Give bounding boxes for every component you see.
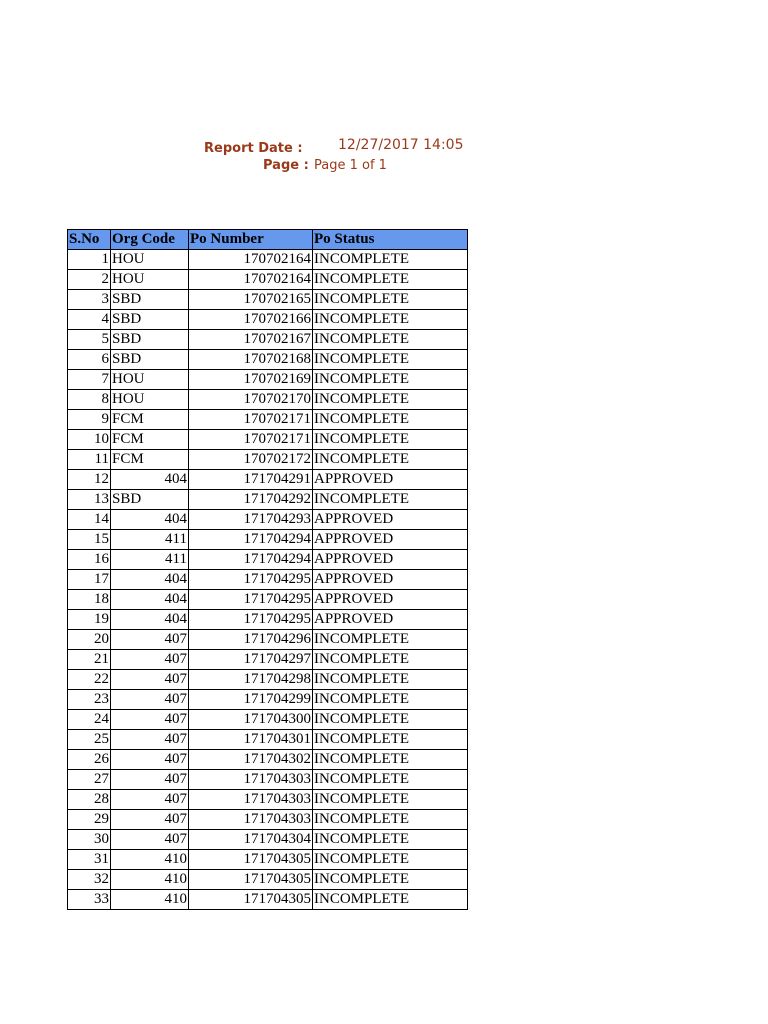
table-row (68, 570, 468, 590)
po-status-cell: APPROVED (313, 510, 468, 530)
po-number-cell: 171704302 (189, 750, 313, 770)
sno-cell: 5 (68, 330, 111, 350)
column-header-sno: S.No (68, 230, 111, 250)
po-status-cell: INCOMPLETE (313, 650, 468, 670)
po-status-cell: INCOMPLETE (313, 330, 468, 350)
sno-cell: 29 (68, 810, 111, 830)
table-row (68, 830, 468, 850)
org-code-cell: HOU (111, 270, 189, 290)
po-status-cell: APPROVED (313, 550, 468, 570)
table-row (68, 890, 468, 910)
column-header-org-code: Org Code (111, 230, 189, 250)
po-status-cell: INCOMPLETE (313, 850, 468, 870)
page-label: Page : (263, 158, 309, 173)
table-row (68, 630, 468, 650)
table-row (68, 690, 468, 710)
sno-cell: 15 (68, 530, 111, 550)
org-code-cell: SBD (111, 290, 189, 310)
org-code-cell: 404 (111, 470, 189, 490)
org-code-cell: FCM (111, 410, 189, 430)
po-number-cell: 171704304 (189, 830, 313, 850)
table-body (68, 250, 468, 910)
po-status-cell: INCOMPLETE (313, 450, 468, 470)
po-status-cell: INCOMPLETE (313, 730, 468, 750)
po-number-cell: 171704293 (189, 510, 313, 530)
po-status-cell: INCOMPLETE (313, 690, 468, 710)
sno-cell: 6 (68, 350, 111, 370)
org-code-cell: 404 (111, 610, 189, 630)
po-number-cell: 170702165 (189, 290, 313, 310)
po-status-cell: INCOMPLETE (313, 290, 468, 310)
sno-cell: 12 (68, 470, 111, 490)
po-status-cell: INCOMPLETE (313, 350, 468, 370)
org-code-cell: HOU (111, 250, 189, 270)
org-code-cell: SBD (111, 350, 189, 370)
po-number-cell: 171704303 (189, 810, 313, 830)
po-number-cell: 171704303 (189, 790, 313, 810)
sno-cell: 24 (68, 710, 111, 730)
po-number-cell: 170702164 (189, 250, 313, 270)
org-code-cell: 407 (111, 730, 189, 750)
table-row (68, 850, 468, 870)
po-number-cell: 171704295 (189, 590, 313, 610)
po-number-cell: 171704300 (189, 710, 313, 730)
org-code-cell: 407 (111, 830, 189, 850)
po-number-cell: 170702168 (189, 350, 313, 370)
po-status-cell: INCOMPLETE (313, 370, 468, 390)
po-status-cell: INCOMPLETE (313, 790, 468, 810)
sno-cell: 19 (68, 610, 111, 630)
org-code-cell: 407 (111, 750, 189, 770)
po-status-cell: INCOMPLETE (313, 750, 468, 770)
org-code-cell: FCM (111, 450, 189, 470)
po-number-cell: 171704296 (189, 630, 313, 650)
po-number-cell: 171704305 (189, 850, 313, 870)
org-code-cell: SBD (111, 330, 189, 350)
sno-cell: 22 (68, 670, 111, 690)
org-code-cell: 410 (111, 850, 189, 870)
sno-cell: 10 (68, 430, 111, 450)
po-status-cell: INCOMPLETE (313, 810, 468, 830)
org-code-cell: 407 (111, 690, 189, 710)
po-status-cell: APPROVED (313, 530, 468, 550)
table-row (68, 810, 468, 830)
org-code-cell: 407 (111, 670, 189, 690)
po-status-cell: INCOMPLETE (313, 250, 468, 270)
sno-cell: 32 (68, 870, 111, 890)
po-number-cell: 170702172 (189, 450, 313, 470)
po-status-cell: INCOMPLETE (313, 490, 468, 510)
table-row (68, 270, 468, 290)
po-number-cell: 170702169 (189, 370, 313, 390)
org-code-cell: 407 (111, 650, 189, 670)
page-number: Page 1 of 1 (314, 158, 387, 173)
org-code-cell: 407 (111, 710, 189, 730)
po-number-cell: 171704292 (189, 490, 313, 510)
table-row (68, 470, 468, 490)
po-number-cell: 171704291 (189, 470, 313, 490)
po-status-cell: INCOMPLETE (313, 630, 468, 650)
po-number-cell: 170702171 (189, 430, 313, 450)
sno-cell: 20 (68, 630, 111, 650)
sno-cell: 9 (68, 410, 111, 430)
sno-cell: 8 (68, 390, 111, 410)
sno-cell: 31 (68, 850, 111, 870)
table-row (68, 790, 468, 810)
table-row (68, 730, 468, 750)
sno-cell: 11 (68, 450, 111, 470)
po-number-cell: 171704305 (189, 870, 313, 890)
sno-cell: 25 (68, 730, 111, 750)
po-status-cell: INCOMPLETE (313, 410, 468, 430)
org-code-cell: 404 (111, 510, 189, 530)
org-code-cell: 407 (111, 630, 189, 650)
po-number-cell: 171704305 (189, 890, 313, 910)
po-status-cell: INCOMPLETE (313, 710, 468, 730)
po-number-cell: 171704294 (189, 530, 313, 550)
table-row (68, 610, 468, 630)
po-number-cell: 171704295 (189, 570, 313, 590)
column-header-po-number: Po Number (189, 230, 313, 250)
org-code-cell: SBD (111, 490, 189, 510)
table-row (68, 370, 468, 390)
po-status-cell: APPROVED (313, 470, 468, 490)
sno-cell: 18 (68, 590, 111, 610)
org-code-cell: 407 (111, 790, 189, 810)
sno-cell: 26 (68, 750, 111, 770)
po-status-cell: INCOMPLETE (313, 270, 468, 290)
sno-cell: 28 (68, 790, 111, 810)
table-row (68, 410, 468, 430)
table-row (68, 350, 468, 370)
table-row (68, 530, 468, 550)
po-number-cell: 171704299 (189, 690, 313, 710)
po-status-cell: INCOMPLETE (313, 890, 468, 910)
table-row (68, 490, 468, 510)
po-number-cell: 171704297 (189, 650, 313, 670)
org-code-cell: 411 (111, 530, 189, 550)
org-code-cell: HOU (111, 370, 189, 390)
sno-cell: 13 (68, 490, 111, 510)
table-row (68, 290, 468, 310)
po-number-cell: 170702166 (189, 310, 313, 330)
po-status-table (67, 229, 468, 910)
sno-cell: 4 (68, 310, 111, 330)
table-row (68, 390, 468, 410)
table-row (68, 870, 468, 890)
po-number-cell: 171704295 (189, 610, 313, 630)
report-date-value: 12/27/2017 14:05 (338, 137, 464, 153)
org-code-cell: 404 (111, 590, 189, 610)
sno-cell: 14 (68, 510, 111, 530)
sno-cell: 33 (68, 890, 111, 910)
report-date-label: Report Date : (204, 141, 303, 156)
po-number-cell: 170702170 (189, 390, 313, 410)
sno-cell: 7 (68, 370, 111, 390)
org-code-cell: 404 (111, 570, 189, 590)
org-code-cell: 407 (111, 770, 189, 790)
po-number-cell: 171704298 (189, 670, 313, 690)
sno-cell: 17 (68, 570, 111, 590)
org-code-cell: 411 (111, 550, 189, 570)
org-code-cell: SBD (111, 310, 189, 330)
table-header-row (68, 230, 468, 250)
sno-cell: 16 (68, 550, 111, 570)
org-code-cell: HOU (111, 390, 189, 410)
org-code-cell: 410 (111, 870, 189, 890)
po-number-cell: 170702164 (189, 270, 313, 290)
org-code-cell: FCM (111, 430, 189, 450)
table-row (68, 750, 468, 770)
table-row (68, 770, 468, 790)
po-status-cell: APPROVED (313, 590, 468, 610)
table-row (68, 250, 468, 270)
sno-cell: 30 (68, 830, 111, 850)
po-status-cell: INCOMPLETE (313, 830, 468, 850)
po-number-cell: 171704303 (189, 770, 313, 790)
table-row (68, 430, 468, 450)
column-header-po-status: Po Status (313, 230, 468, 250)
sno-cell: 1 (68, 250, 111, 270)
po-status-cell: INCOMPLETE (313, 870, 468, 890)
table-row (68, 650, 468, 670)
po-status-cell: INCOMPLETE (313, 310, 468, 330)
po-number-cell: 171704301 (189, 730, 313, 750)
table-row (68, 670, 468, 690)
org-code-cell: 407 (111, 810, 189, 830)
po-status-cell: APPROVED (313, 570, 468, 590)
table-row (68, 510, 468, 530)
po-number-cell: 170702171 (189, 410, 313, 430)
table-row (68, 450, 468, 470)
table-row (68, 710, 468, 730)
po-status-cell: INCOMPLETE (313, 670, 468, 690)
table-row (68, 310, 468, 330)
table-row (68, 550, 468, 570)
table-row (68, 330, 468, 350)
po-status-cell: INCOMPLETE (313, 770, 468, 790)
table-row (68, 590, 468, 610)
sno-cell: 2 (68, 270, 111, 290)
po-status-cell: INCOMPLETE (313, 430, 468, 450)
po-status-cell: APPROVED (313, 610, 468, 630)
sno-cell: 3 (68, 290, 111, 310)
sno-cell: 21 (68, 650, 111, 670)
po-number-cell: 171704294 (189, 550, 313, 570)
po-number-cell: 170702167 (189, 330, 313, 350)
sno-cell: 23 (68, 690, 111, 710)
sno-cell: 27 (68, 770, 111, 790)
po-status-cell: INCOMPLETE (313, 390, 468, 410)
org-code-cell: 410 (111, 890, 189, 910)
